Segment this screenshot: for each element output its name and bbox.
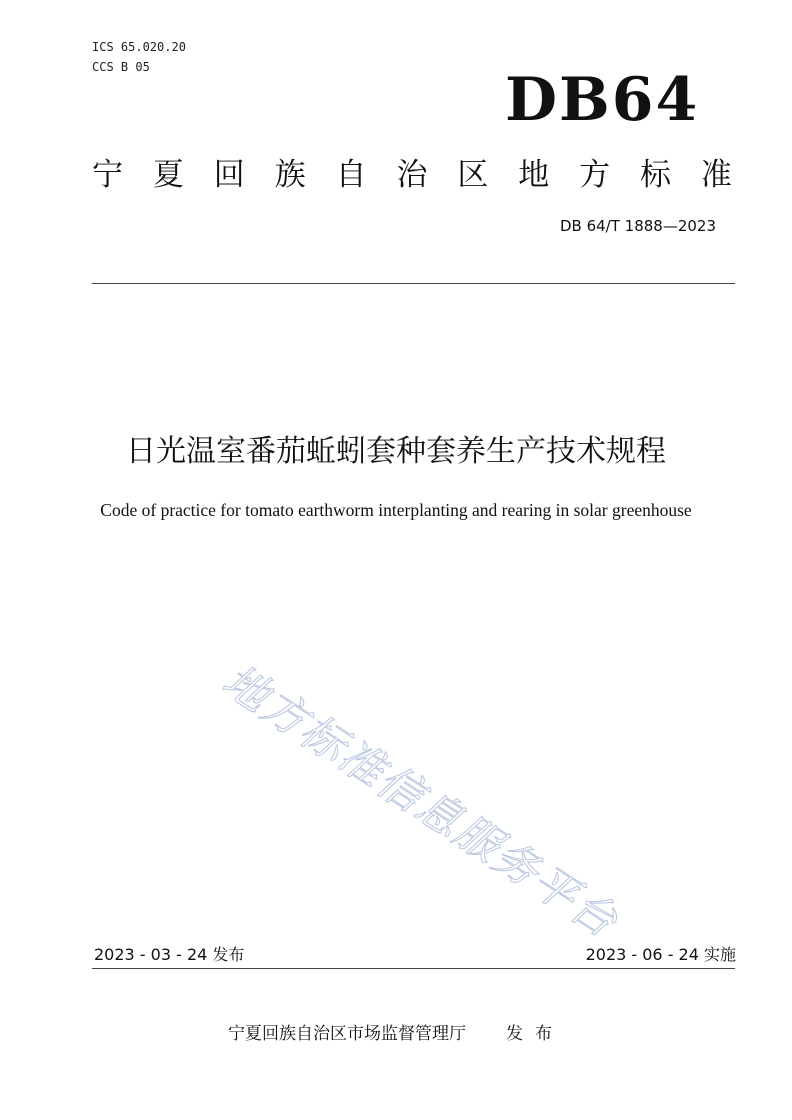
implementation-date: 2023 - 06 - 24 实施 (585, 945, 736, 964)
standard-type-char: 方 (579, 157, 611, 193)
ics-code: ICS 65.020.20 (92, 40, 186, 54)
standard-type-char: 治 (396, 157, 428, 193)
standard-type-char: 准 (700, 157, 732, 193)
ccs-code: CCS B 05 (92, 60, 150, 74)
standard-type-char: 区 (457, 157, 489, 193)
standard-type-char: 回 (213, 157, 245, 193)
db64-logo: DB64 (505, 65, 700, 135)
issue-date: 2023 - 03 - 24 发布 (94, 945, 245, 964)
standard-type-char: 宁 (92, 157, 123, 193)
bottom-divider (92, 968, 735, 969)
publisher-name: 宁夏回族自治区市场监督管理厅 (228, 1024, 466, 1044)
standard-type-char: 标 (640, 157, 672, 193)
standard-type-char: 夏 (152, 157, 184, 193)
title-english: Code of practice for tomato earthworm interplanting and rearing in solar greenhouse (100, 500, 692, 520)
standard-type-char: 地 (518, 157, 550, 193)
standard-type-char: 族 (274, 157, 306, 193)
title-chinese: 日光温室番茄蚯蚓套种套养生产技术规程 (126, 434, 666, 469)
standard-number: DB 64/T 1888—2023 (559, 217, 716, 235)
publisher-line (0, 1022, 792, 1046)
watermark: 地方标准信息服务平台 (213, 654, 628, 949)
publisher-action: 发布 (506, 1024, 564, 1044)
standard-type-char: 自 (335, 157, 367, 193)
standard-type-heading (92, 150, 732, 200)
top-divider (92, 283, 735, 284)
